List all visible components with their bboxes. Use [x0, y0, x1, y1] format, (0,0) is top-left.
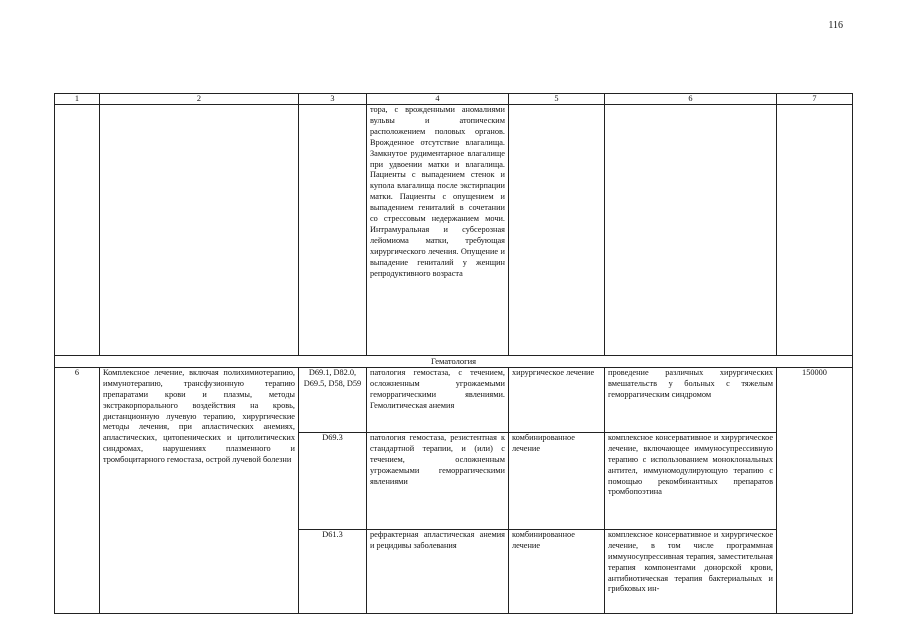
- treatment-method: проведение различных хирургических вмешательств у больных с тяжелым геморрагическим синдромом: [605, 367, 777, 432]
- row-description: Комплексное лечение, включая полихимиотерапию, иммунотерапию, трансфузионную терапию препаратами крови и плазмы, методы экстракорпорального воздействия на кровь, дистанционную лучевую терапию, хирургические методы лечения, при апластических анемиях, апластических, цитопенических и цитолитических синдромах, нарушениях плазменного и тромбоцитарного гемостаза, острой лучевой болезни: [100, 367, 299, 613]
- treatment-type: комбинированное лечение: [509, 432, 605, 529]
- header-col-1: 1: [55, 94, 100, 105]
- treatment-type: хирургическое лечение: [509, 367, 605, 432]
- row-number: 6: [55, 367, 100, 613]
- header-col-2: 2: [100, 94, 299, 105]
- services-table: [54, 93, 853, 614]
- table-row: [55, 367, 853, 432]
- page-number: 116: [828, 20, 843, 31]
- treatment-type: комбинированное лечение: [509, 529, 605, 613]
- continuation-row: [55, 105, 853, 356]
- price: 150000: [777, 367, 853, 613]
- header-col-4: 4: [367, 94, 509, 105]
- icd-codes: D69.3: [299, 432, 367, 529]
- treatment-method: комплексное консервативное и хирургическое лечение, в том числе программная иммуносупрессивная терапия, заместительная терапия компонентами донорской крови, антибиотическая терапия бактериальных и грибковых ин-: [605, 529, 777, 613]
- patient-model: рефрактерная апластическая анемия и рецидивы заболевания: [367, 529, 509, 613]
- icd-codes: D69.1, D82.0, D69.5, D58, D59: [299, 367, 367, 432]
- header-col-7: 7: [777, 94, 853, 105]
- patient-model: патология гемостаза, резистентная к стандартной терапии, и (или) с течением, осложненным угрожаемыми геморрагическими явлениями: [367, 432, 509, 529]
- header-col-6: 6: [605, 94, 777, 105]
- column-number-header: [55, 94, 853, 105]
- section-row: [55, 356, 853, 368]
- treatment-method: комплексное консервативное и хирургическое лечение, включающее иммуносупрессивную терапию с использованием моноклональных антител, иммуномодулирующую терапию с помощью рекомбинантных препаратов тромбопоэтина: [605, 432, 777, 529]
- icd-codes: D61.3: [299, 529, 367, 613]
- header-col-3: 3: [299, 94, 367, 105]
- header-col-5: 5: [509, 94, 605, 105]
- section-title: Гематология: [55, 356, 853, 368]
- continuation-patient-model: тора, с врожденными аномалиями вульвы и атопическим расположением половых органов. Врожденное отсутствие влагалища. Замкнутое рудиментарное влагалище при удвоении матки и влагалища. Пациенты с выпадением стенок и купола влагалища после экстирпации матки. Пациенты с опущением и выпадением гениталий в сочетании со стрессовым недержанием мочи. Интрамуральная и субсерозная лейомиома матки, требующая хирургического лечения. Опущение и выпадение гениталий у женщин репродуктивного возраста: [367, 105, 509, 356]
- patient-model: патология гемостаза, с течением, осложненным угрожаемыми геморрагическими явлениями. Гемолитическая анемия: [367, 367, 509, 432]
